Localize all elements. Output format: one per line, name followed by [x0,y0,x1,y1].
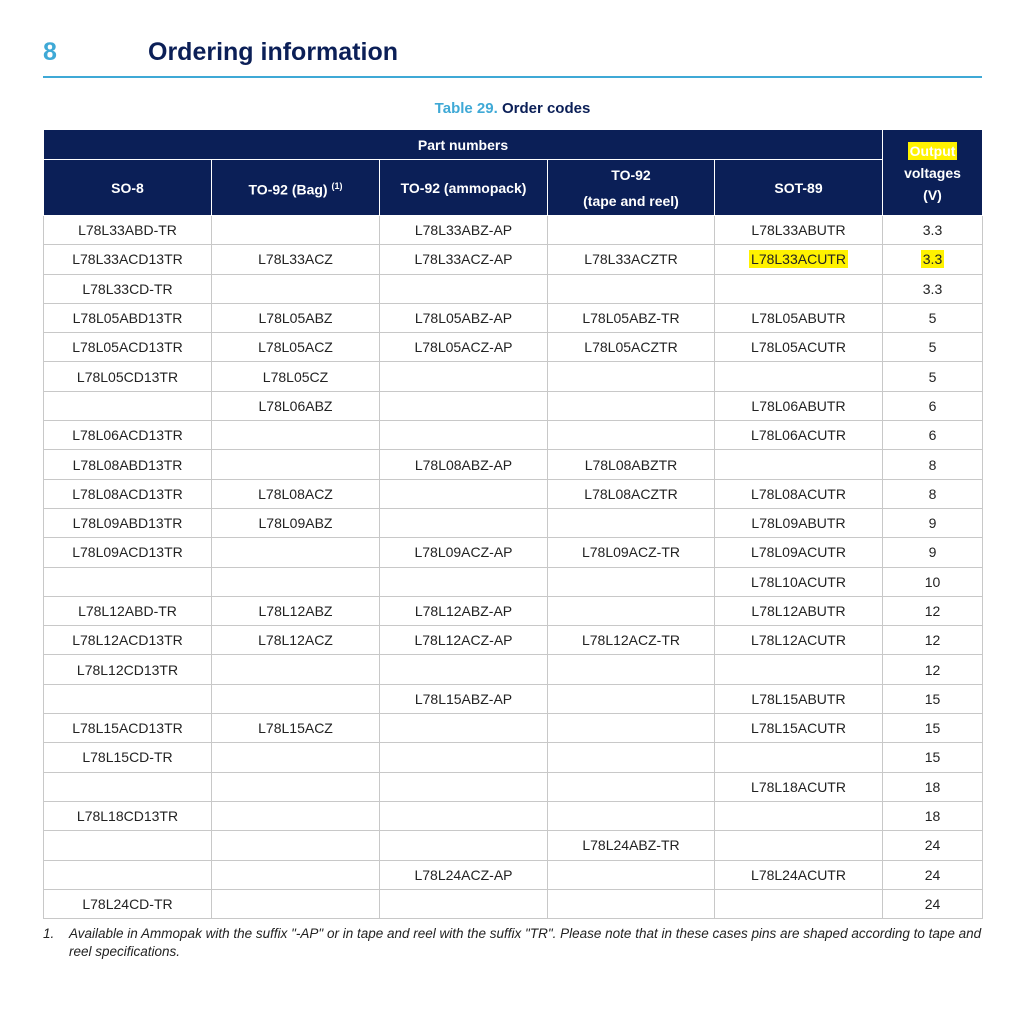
cell-value: L78L08ACUTR [751,485,846,502]
cell-value: L78L09ACZ-AP [414,544,513,561]
output-voltages-header [883,130,983,216]
cell-voltage [883,655,983,684]
cell-to92-ammopack [380,626,548,655]
cell-value: L78L05ABUTR [751,310,846,327]
cell-to92-bag [212,479,380,508]
table-row [44,362,983,391]
cell-so8 [44,450,212,479]
cell-value: L78L08ABD13TR [72,456,183,473]
cell-to92-ammopack [380,684,548,713]
cell-sot89 [715,743,883,772]
cell-sot89 [715,479,883,508]
cell-value: 3.3 [922,251,943,268]
table-row [44,216,983,245]
cell-value: 5 [928,310,937,327]
cell-voltage [883,801,983,830]
cell-to92-tape-reel [548,772,715,801]
cell-so8 [44,860,212,889]
cell-sot89 [715,714,883,743]
cell-to92-tape-reel [548,596,715,625]
table-row [44,450,983,479]
cell-to92-bag [212,684,380,713]
cell-voltage [883,743,983,772]
table-row [44,274,983,303]
cell-so8 [44,245,212,274]
table-row [44,801,983,830]
cell-voltage [883,450,983,479]
cell-to92-tape-reel [548,479,715,508]
cell-to92-bag [212,801,380,830]
cell-value: L78L09ACZ-TR [581,544,681,561]
cell-value: L78L15ABZ-AP [414,690,513,707]
cell-so8 [44,889,212,918]
cell-value: 6 [928,397,937,414]
cell-value: 8 [928,485,937,502]
cell-voltage [883,714,983,743]
table-caption [43,100,982,117]
table-row [44,655,983,684]
cell-value: L78L33ACZTR [584,251,678,268]
table-row [44,831,983,860]
cell-so8 [44,831,212,860]
cell-to92-ammopack [380,421,548,450]
tape-reel-label: (tape and reel) [583,192,679,209]
cell-voltage [883,508,983,537]
cell-voltage [883,421,983,450]
cell-to92-ammopack [380,772,548,801]
table-row [44,684,983,713]
cell-to92-bag [212,596,380,625]
table-row [44,538,983,567]
cell-so8 [44,714,212,743]
cell-voltage [883,889,983,918]
cell-to92-bag [212,772,380,801]
cell-voltage [883,333,983,362]
cell-value: L78L33ABUTR [751,222,846,239]
cell-to92-bag [212,274,380,303]
cell-value: 15 [924,720,941,737]
cell-to92-ammopack [380,508,548,537]
cell-value: L78L15ACD13TR [72,720,183,737]
cell-voltage [883,860,983,889]
cell-sot89 [715,450,883,479]
cell-voltage [883,567,983,596]
cell-value: L78L12ABZ [258,603,333,619]
cell-to92-tape-reel [548,889,715,918]
cell-to92-tape-reel [548,655,715,684]
cell-value: 18 [924,808,941,825]
table-number: Table 29. [434,100,498,117]
cell-so8 [44,216,212,245]
cell-value: L78L33ACD13TR [72,251,183,268]
cell-value: L78L08ACD13TR [72,485,183,502]
cell-value: 9 [928,544,937,561]
cell-value: L78L24ABZ-TR [582,837,680,854]
cell-voltage [883,216,983,245]
cell-value: L78L08ABZ-AP [414,456,513,473]
cell-to92-tape-reel [548,714,715,743]
table-row [44,508,983,537]
cell-so8 [44,391,212,420]
cell-value: 5 [928,368,937,385]
cell-value: L78L12ABUTR [751,603,846,619]
part-numbers-header: Part numbers [44,130,883,160]
cell-to92-ammopack [380,216,548,245]
cell-value: L78L12ACZ [258,632,333,649]
cell-to92-bag [212,714,380,743]
cell-to92-tape-reel [548,567,715,596]
cell-to92-tape-reel [548,626,715,655]
cell-to92-tape-reel [548,421,715,450]
cell-to92-ammopack [380,889,548,918]
cell-so8 [44,508,212,537]
cell-value: L78L33ACZ [258,251,333,268]
cell-value: 15 [924,690,941,707]
cell-value: L78L05CD13TR [76,368,179,385]
cell-sot89 [715,391,883,420]
volt-unit-label: (V) [923,186,942,203]
cell-value: L78L12ABZ-AP [414,603,513,619]
cell-value: 24 [924,837,941,854]
cell-sot89 [715,333,883,362]
cell-to92-tape-reel [548,274,715,303]
col-header-sot89: SOT-89 [715,160,883,216]
cell-to92-ammopack [380,596,548,625]
cell-value: L78L05ACZTR [584,339,678,356]
cell-value: 24 [924,895,941,912]
cell-value: L78L08ACZTR [584,485,678,502]
cell-value: 15 [924,749,941,766]
cell-value: L78L12CD13TR [76,661,179,678]
voltages-label: voltages [904,164,961,181]
cell-sot89 [715,362,883,391]
cell-to92-ammopack [380,801,548,830]
cell-to92-ammopack [380,714,548,743]
cell-so8 [44,274,212,303]
cell-so8 [44,538,212,567]
cell-to92-bag [212,655,380,684]
cell-value: L78L05ACZ-AP [414,339,513,356]
cell-to92-bag [212,567,380,596]
cell-sot89 [715,772,883,801]
table-row [44,743,983,772]
cell-value: 3.3 [922,222,943,239]
footnote [43,925,982,961]
cell-sot89 [715,801,883,830]
cell-value: L78L05ABZ-TR [582,310,680,327]
cell-value: L78L06ABZ [258,397,333,414]
cell-to92-bag [212,421,380,450]
cell-voltage [883,626,983,655]
cell-voltage [883,303,983,332]
cell-value: L78L05CZ [262,368,329,385]
cell-value: L78L12ACZ-TR [581,632,681,649]
cell-sot89 [715,508,883,537]
cell-voltage [883,538,983,567]
cell-value: L78L05ABD13TR [72,310,183,327]
cell-to92-tape-reel [548,860,715,889]
table-row [44,479,983,508]
cell-to92-tape-reel [548,450,715,479]
cell-value: L78L24CD-TR [82,895,173,912]
cell-sot89 [715,626,883,655]
cell-to92-ammopack [380,860,548,889]
cell-to92-ammopack [380,333,548,362]
cell-to92-tape-reel [548,303,715,332]
cell-to92-ammopack [380,655,548,684]
cell-sot89 [715,216,883,245]
cell-to92-bag [212,538,380,567]
cell-to92-tape-reel [548,684,715,713]
table-row [44,772,983,801]
cell-value: L78L05ACZ [258,339,333,356]
cell-to92-bag [212,508,380,537]
table-row [44,714,983,743]
cell-value: 3.3 [922,280,943,297]
table-row [44,333,983,362]
cell-voltage [883,831,983,860]
cell-voltage [883,391,983,420]
cell-value: L78L15ACUTR [751,720,846,737]
cell-so8 [44,333,212,362]
cell-value: L78L33ACUTR [751,251,846,268]
cell-value: L78L09ABZ [258,515,333,532]
to92-bag-label: TO-92 (Bag) [248,181,328,198]
cell-to92-bag [212,362,380,391]
cell-value: L78L08ACZ [258,485,333,502]
cell-so8 [44,479,212,508]
cell-so8 [44,596,212,625]
cell-to92-bag [212,391,380,420]
cell-sot89 [715,303,883,332]
cell-value: L78L09ACUTR [751,544,846,561]
cell-to92-tape-reel [548,801,715,830]
footnote-text: Available in Ammopak with the suffix "-AP" or in tape and reel with the suffix "TR". Please note that in these cases pins are shaped according to tape and reel specifications. [69,926,982,959]
table-row [44,303,983,332]
cell-sot89 [715,245,883,274]
cell-sot89 [715,538,883,567]
cell-value: L78L05ACD13TR [72,339,183,356]
cell-value: L78L12ACZ-AP [414,632,513,649]
cell-value: L78L15ABUTR [751,690,846,707]
cell-to92-tape-reel [548,743,715,772]
cell-value: 24 [924,866,941,883]
col-header-to92-ammopack: TO-92 (ammopack) [380,160,548,216]
footnote-ref: (1) [331,180,343,191]
cell-to92-tape-reel [548,245,715,274]
cell-voltage [883,245,983,274]
cell-value: L78L12ABD-TR [78,603,177,619]
table-row [44,391,983,420]
cell-value: 8 [928,456,937,473]
order-table-body [44,216,983,919]
cell-to92-bag [212,831,380,860]
cell-value: L78L10ACUTR [751,573,846,590]
cell-so8 [44,626,212,655]
cell-to92-bag [212,743,380,772]
cell-value: 9 [928,515,937,532]
cell-to92-tape-reel [548,362,715,391]
cell-value: 18 [924,778,941,795]
cell-value: L78L15ACZ [258,720,333,737]
cell-to92-ammopack [380,567,548,596]
cell-to92-tape-reel [548,831,715,860]
cell-value: L78L18CD13TR [76,808,179,825]
table-row [44,860,983,889]
cell-value: 12 [924,603,941,619]
section-number: 8 [43,38,57,66]
cell-voltage [883,684,983,713]
section-title: Ordering information [148,38,398,66]
table-title: Order codes [501,100,591,117]
cell-to92-ammopack [380,538,548,567]
cell-value: L78L09ACD13TR [72,544,183,561]
cell-so8 [44,421,212,450]
cell-so8 [44,772,212,801]
cell-value: L78L18ACUTR [751,778,846,795]
cell-so8 [44,655,212,684]
footnote-number: 1. [43,926,55,941]
cell-to92-ammopack [380,391,548,420]
cell-voltage [883,362,983,391]
cell-sot89 [715,421,883,450]
order-codes-table [43,129,983,919]
cell-to92-ammopack [380,274,548,303]
cell-value: L78L09ABUTR [751,515,846,532]
cell-to92-ammopack [380,362,548,391]
cell-to92-bag [212,889,380,918]
cell-to92-ammopack [380,303,548,332]
cell-value: L78L06ABUTR [751,397,846,414]
cell-value: L78L09ABD13TR [72,515,183,532]
cell-voltage [883,479,983,508]
table-row [44,626,983,655]
cell-to92-ammopack [380,479,548,508]
cell-to92-bag [212,216,380,245]
cell-sot89 [715,274,883,303]
cell-value: L78L12ACD13TR [72,632,183,649]
cell-to92-tape-reel [548,216,715,245]
cell-so8 [44,743,212,772]
cell-to92-tape-reel [548,538,715,567]
cell-so8 [44,684,212,713]
cell-value: L78L15CD-TR [82,749,173,766]
output-label: Output [909,142,956,159]
cell-value: L78L24ACZ-AP [414,866,513,883]
cell-value: L78L33ACZ-AP [414,251,513,268]
table-row [44,567,983,596]
cell-so8 [44,801,212,830]
to92-label: TO-92 [611,166,651,183]
cell-value: L78L08ABZTR [584,456,678,473]
col-header-to92-bag [212,160,380,216]
cell-voltage [883,772,983,801]
cell-to92-bag [212,303,380,332]
cell-sot89 [715,684,883,713]
cell-to92-bag [212,860,380,889]
cell-so8 [44,362,212,391]
col-header-so8: SO-8 [44,160,212,216]
cell-value: L78L24ACUTR [751,866,846,883]
cell-value: L78L05ABZ-AP [414,310,513,327]
cell-sot89 [715,567,883,596]
table-row [44,421,983,450]
cell-so8 [44,303,212,332]
cell-value: L78L12ACUTR [751,632,846,649]
cell-sot89 [715,596,883,625]
cell-to92-ammopack [380,245,548,274]
cell-value: 12 [924,661,941,678]
cell-value: L78L05ACUTR [751,339,846,356]
cell-value: L78L33ABD-TR [78,222,177,239]
cell-sot89 [715,655,883,684]
cell-voltage [883,274,983,303]
cell-value: 5 [928,339,937,356]
col-header-to92-tape-reel [548,160,715,216]
cell-to92-ammopack [380,831,548,860]
cell-value: 6 [928,427,937,444]
table-row [44,245,983,274]
cell-sot89 [715,889,883,918]
cell-to92-tape-reel [548,333,715,362]
cell-value: 12 [924,632,941,649]
table-row [44,889,983,918]
cell-value: L78L05ABZ [258,310,333,327]
cell-voltage [883,596,983,625]
cell-value: L78L33ABZ-AP [414,222,513,239]
cell-so8 [44,567,212,596]
cell-sot89 [715,831,883,860]
cell-sot89 [715,860,883,889]
cell-value: L78L33CD-TR [82,280,173,297]
table-row [44,596,983,625]
cell-value: L78L06ACD13TR [72,427,183,444]
cell-to92-bag [212,333,380,362]
cell-to92-ammopack [380,743,548,772]
cell-value: 10 [924,573,941,590]
cell-to92-bag [212,626,380,655]
cell-to92-tape-reel [548,508,715,537]
cell-to92-tape-reel [548,391,715,420]
cell-value: L78L06ACUTR [751,427,846,444]
section-header [43,36,982,78]
cell-to92-bag [212,245,380,274]
cell-to92-ammopack [380,450,548,479]
cell-to92-bag [212,450,380,479]
